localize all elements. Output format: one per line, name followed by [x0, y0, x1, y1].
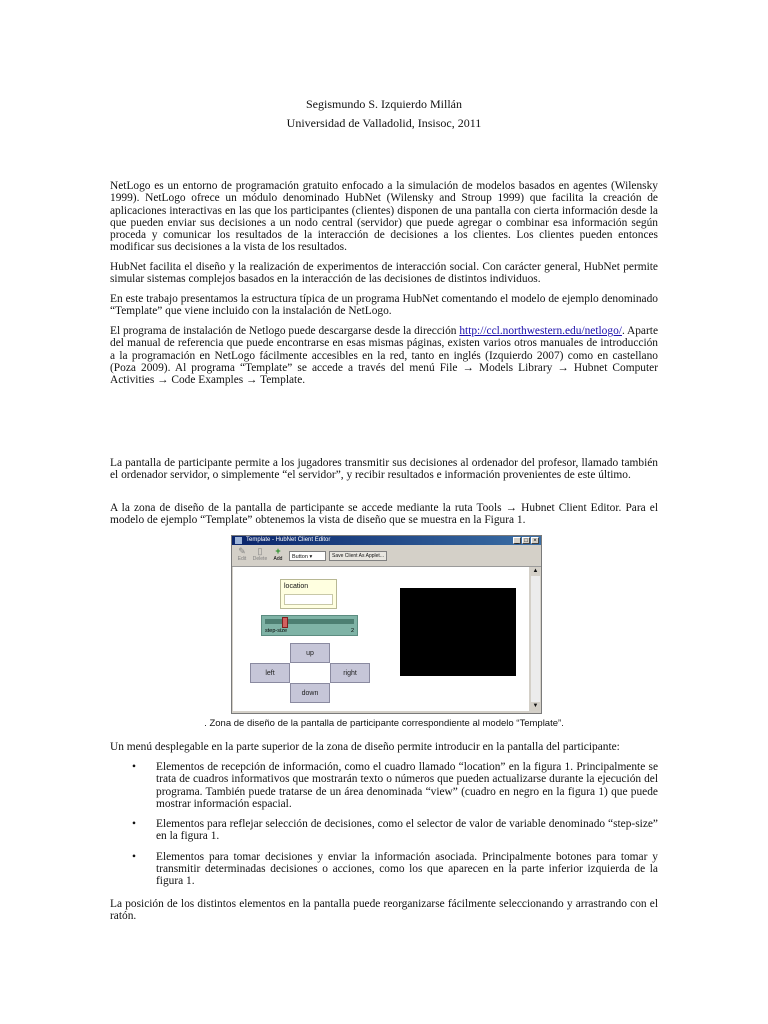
paragraph-participant-screen: La pantalla de participante permite a los jugadores transmitir sus decisiones al ordenador del profesor, llamado también el ordenador servidor, o simplemente “el servidor”, y recibir resultados e información provenientes de este último.: [110, 457, 658, 482]
paragraph-template: En este trabajo presentamos la estructura típica de un programa HubNet comentando el modelo de ejemplo denominado “Template” que viene incluido con la instalación de NetLogo.: [110, 293, 658, 318]
figure-hubnet-client-editor: [231, 535, 542, 714]
add-tool-label: Add: [273, 556, 283, 562]
monitor-label: location: [284, 583, 309, 590]
paragraph-hubnet: HubNet facilita el diseño y la realización de experimentos de interacción social. Con carácter general, HubNet permite simular sistemas complejos basados en la interacción de las decisiones de distintos individuos.: [110, 261, 658, 286]
location-monitor: [280, 579, 337, 609]
up-button: up: [290, 643, 330, 663]
list-item: [110, 851, 658, 888]
design-canvas: [233, 567, 529, 711]
paragraph-design-zone: A la zona de diseño de la pantalla de participante se accede mediante la ruta Tools → Hubnet Client Editor. Para el modelo de ejemplo “Template” obtenemos la vista de diseño que se muestra en la Figura 1.: [110, 502, 658, 527]
window-title: Template - HubNet Client Editor: [246, 537, 331, 543]
list-item-text: Elementos para tomar decisiones y enviar la información asociada. Principalmente botones para tomar y transmitir determinadas decisiones o acciones, como los que aparecen en la parte inferior izquierda de la figura 1.: [156, 850, 658, 888]
add-tool: [270, 546, 286, 562]
install-text-end: . Aparte del manual de referencia que puede encontrarse en esas mismas páginas, existen varios otros manuales de introducción a la programación en NetLogo fácilmente accesibles en la red, tanto en inglés (Izquierdo 2007) como en castellano (Poza 2009). Al programa “Template” se accede a través del menú File → Models Library → Hubnet Computer Activities → Code Examples → Template.: [110, 325, 658, 387]
affiliation-line: Universidad de Valladolid, Insisoc, 2011: [286, 116, 482, 130]
scroll-down-icon: ▼: [532, 703, 539, 709]
figure-caption: . Zona de diseño de la pantalla de participante correspondiente al modelo “Template”.: [204, 718, 564, 729]
delete-tool-label: Delete: [252, 556, 268, 562]
paragraph-intro: NetLogo es un entorno de programación gratuito enfocado a la simulación de modelos basados en agentes (Wilensky 1999). NetLogo ofrece un módulo denominado HubNet (Wilensky and Stroup 1999) que facilita la creación de aplicaciones interactivas en las que los participantes (clientes) disponen de una pantalla con cierta información desde la que pueden enviar sus decisiones a un nodo central (servidor) que puede agregar o combinar esa información según proceda y comunicar los resultados de la interacción de decisiones a los clientes. Los clientes pueden entonces modificar sus decisiones a la vista de los resultados.: [110, 180, 658, 254]
bullet-icon: •: [132, 818, 136, 831]
editor-toolbar: [232, 545, 541, 567]
window-titlebar: [232, 536, 541, 545]
plus-icon: +: [275, 546, 281, 556]
step-size-slider: [261, 615, 358, 636]
element-type-list: [110, 761, 658, 896]
slider-value: 2: [350, 628, 354, 634]
edit-tool: [234, 546, 250, 562]
slider-label: step-size: [265, 628, 288, 634]
slider-knob: [282, 617, 288, 628]
vertical-scrollbar: [531, 567, 540, 711]
bullet-icon: •: [132, 850, 136, 863]
bullet-icon: •: [132, 761, 136, 773]
list-item-text: Elementos para reflejar selección de decisiones, como el selector de valor de variable denominado “step-size” en la figura 1.: [156, 818, 658, 843]
list-item-text: Elementos de recepción de información, como el cuadro llamado “location” en la figura 1. Principalmente se trata de cuadros informativos que mostrarán texto o números que pueden actualizarse durante la ejecución del programa. También puede tratarse de un área denominada “view” (cuadro en negro en la figura 1) que puede mostrar información espacial.: [156, 761, 658, 810]
paragraph-dropdown-menu: Un menú desplegable en la parte superior de la zona de diseño permite introducir en la pantalla del participante:: [110, 741, 620, 753]
install-text-start: El programa de instalación de Netlogo puede descargarse desde la dirección: [110, 325, 460, 337]
author-line: Segismundo S. Izquierdo Millán: [306, 97, 462, 111]
close-icon: ×: [531, 537, 539, 544]
save-client-applet-button: Save Client As Applet...: [329, 551, 387, 561]
world-view: [400, 588, 516, 676]
slider-track: [265, 619, 354, 624]
chevron-down-icon: ▾: [309, 554, 313, 560]
right-button: right: [330, 663, 370, 683]
edit-tool-label: Edit: [237, 556, 247, 562]
down-button: down: [290, 683, 330, 703]
left-button: left: [250, 663, 290, 683]
scroll-up-icon: ▲: [532, 568, 539, 574]
monitor-value-box: [284, 594, 333, 605]
widget-type-select: [289, 551, 326, 561]
minimize-icon: _: [513, 537, 521, 544]
delete-tool: [252, 546, 268, 562]
netlogo-app-icon: [235, 537, 242, 544]
netlogo-download-link[interactable]: http://ccl.northwestern.edu/netlogo/: [459, 325, 622, 337]
list-item: [110, 818, 658, 843]
trash-icon: ▯: [257, 546, 263, 556]
pencil-icon: ✎: [238, 546, 246, 556]
maximize-icon: □: [522, 537, 530, 544]
paragraph-reorganize: La posición de los distintos elementos en la pantalla puede reorganizarse fácilmente seleccionando y arrastrando con el ratón.: [110, 898, 658, 923]
list-item: [110, 761, 658, 810]
paragraph-install: [110, 325, 658, 386]
widget-type-value: Button: [292, 554, 308, 560]
